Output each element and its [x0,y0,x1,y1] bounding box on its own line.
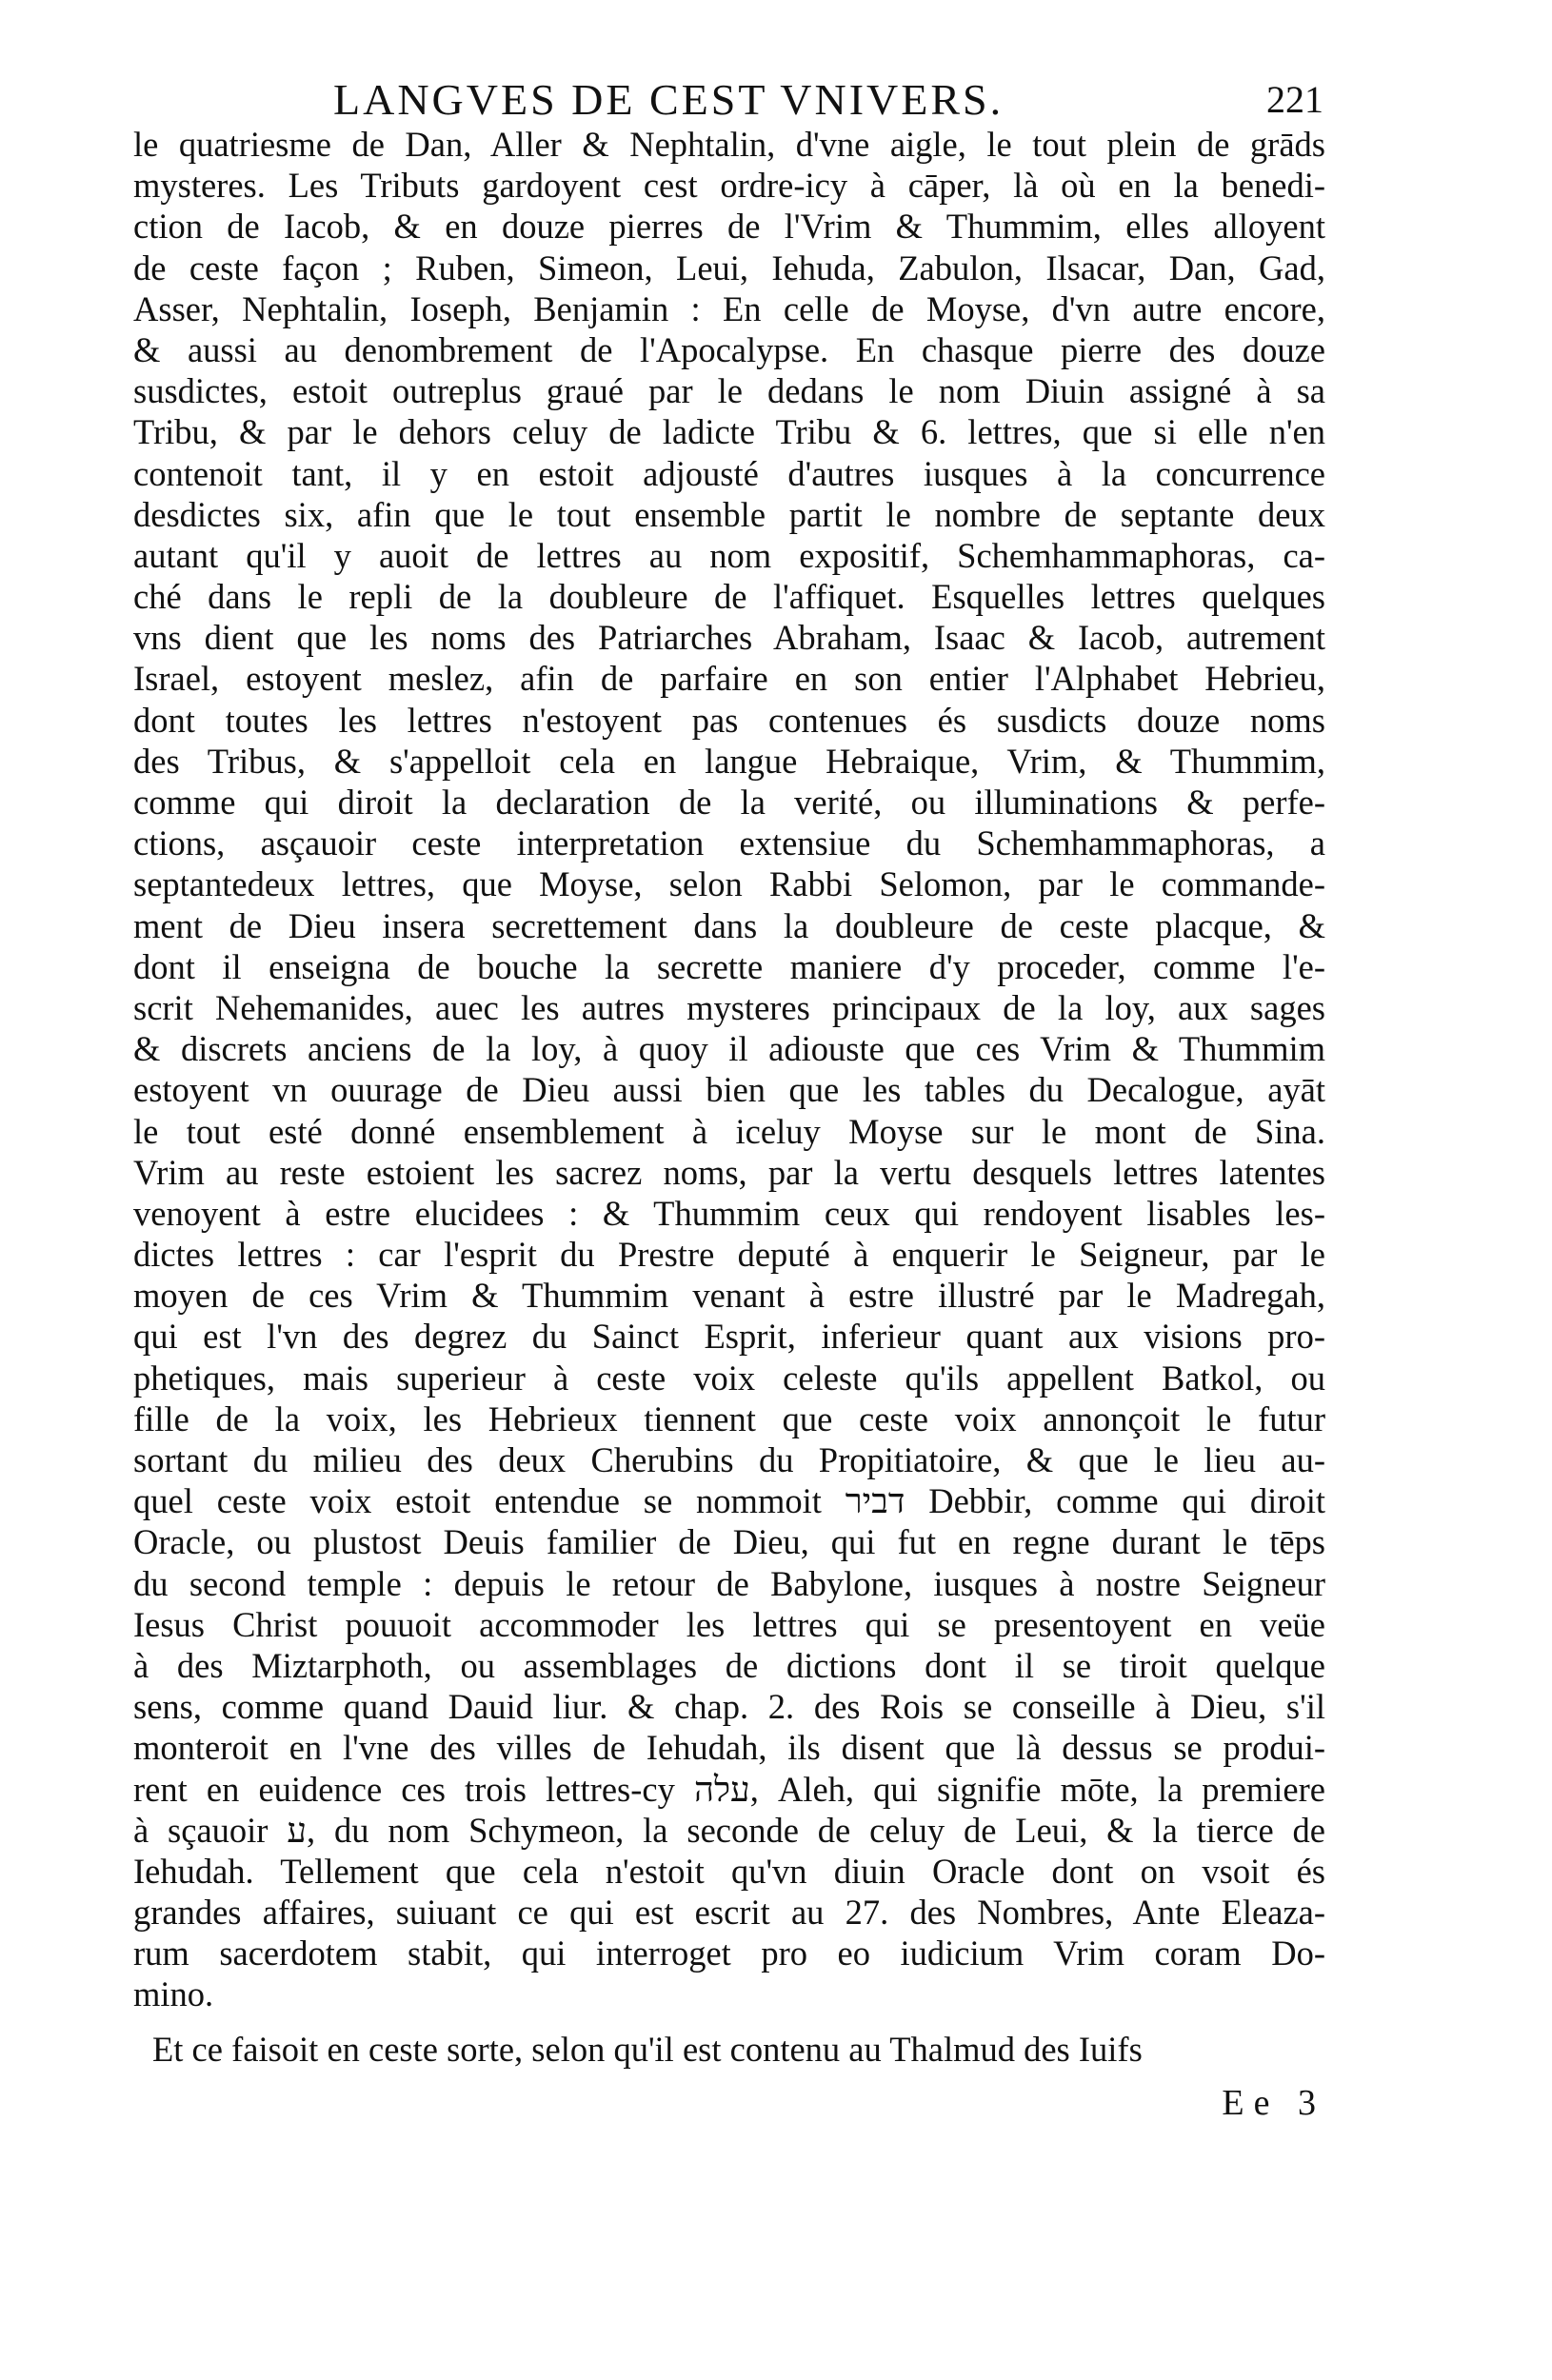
text-line: autant qu'il y auoit de lettres au nom expositif, Schemhammaphoras, ca- [133,535,1325,575]
text-line: dictes lettres : car l'esprit du Prestre deputé à enquerir le Seigneur, par le [133,1235,1325,1275]
text-line: du second temple : depuis le retour de Babylone, iusques à nostre Seigneur [133,1563,1325,1603]
text-line: dont toutes les lettres n'estoyent pas contenues és susdicts douze noms [133,700,1325,740]
text-line: grandes affaires, suiuant ce qui est escrit au 27. des Nombres, Ante Eleaza- [133,1893,1325,1933]
text-line: quel ceste voix estoit entendue se nommoit דביר Debbir, comme qui diroit [133,1481,1325,1521]
text-line: venoyent à estre elucidees : & Thummim ceux qui rendoyent lisables les- [133,1193,1325,1233]
text-line: dont il enseigna de bouche la secrette maniere d'y proceder, comme l'e- [133,946,1325,986]
text-line: moyen de ces Vrim & Thummim venant à estre illustré par le Madregah, [133,1276,1325,1316]
text-line: Israel, estoyent meslez, afin de parfaire en son entier l'Alphabet Hebrieu, [133,659,1325,699]
text-line: le quatriesme de Dan, Aller & Nephtalin, d'vne aigle, le tout plein de grāds [133,125,1325,164]
text-line: scrit Nehemanides, auec les autres mysteres principaux de la loy, aux sages [133,987,1325,1027]
text-line: septantedeux lettres, que Moyse, selon Rabbi Selomon, par le commande- [133,864,1325,904]
text-line: monteroit en l'vne des villes de Iehudah, ils disent que là dessus se produi- [133,1728,1325,1768]
text-line: Vrim au reste estoient les sacrez noms, par la vertu desquels lettres latentes [133,1152,1325,1192]
text-line: ctions, asçauoir ceste interpretation extensiue du Schemhammaphoras, a [133,823,1325,863]
text-line: ment de Dieu insera secrettement dans la doubleure de ceste placque, & [133,905,1325,945]
text-line: comme qui diroit la declaration de la verité, ou illuminations & perfe- [133,783,1325,822]
text-line: mino. [133,1974,214,2014]
text-line: & discrets anciens de la loy, à quoy il adiouste que ces Vrim & Thummim [133,1029,1325,1069]
text-line: estoyent vn ouurage de Dieu aussi bien que les tables du Decalogue, ayāt [133,1070,1325,1110]
text-line: à des Miztarphoth, ou assemblages de dictions dont il se tiroit quelque [133,1645,1325,1685]
text-line: des Tribus, & s'appelloit cela en langue Hebraique, Vrim, & Thummim, [133,741,1325,781]
text-line: ction de Iacob, & en douze pierres de l'Vrim & Thummim, elles alloyent [133,207,1325,247]
running-title: LANGVES DE CEST VNIVERS. [333,75,1005,124]
text-line: Oracle, ou plustost Deuis familier de Dieu, qui fut en regne durant le tēps [133,1522,1325,1562]
text-line: sortant du milieu des deux Cherubins du Propitiatoire, & que le lieu au- [133,1440,1325,1479]
text-line: susdictes, estoit outreplus graué par le dedans le nom Diuin assigné à sa [133,371,1325,411]
text-line: le tout esté donné ensemblement à iceluy Moyse sur le mont de Sina. [133,1111,1325,1151]
text-line: contenoit tant, il y en estoit adjousté d'autres iusques à la concurrence [133,453,1325,493]
text-line: à sçauoir ע, du nom Schymeon, la seconde de celuy de Leui, & la tierce de [133,1810,1325,1850]
text-line: ché dans le repli de la doubleure de l'affiquet. Esquelles lettres quelques [133,577,1325,617]
page-number: 221 [1266,78,1323,121]
text-line: fille de la voix, les Hebrieux tiennent que ceste voix annonçoit le futur [133,1398,1325,1438]
text-line: rent en euidence ces trois lettres-cy עלה, Aleh, qui signifie mōte, la premiere [133,1769,1325,1809]
closing-line: Et ce faisoit en ceste sorte, selon qu'il est contenu au Thalmud des Iuifs [152,2030,1143,2069]
text-line: de ceste façon ; Ruben, Simeon, Leui, Iehuda, Zabulon, Ilsacar, Dan, Gad, [133,248,1325,288]
text-line: desdictes six, afin que le tout ensemble partit le nombre de septante deux [133,494,1325,534]
text-line: rum sacerdotem stabit, qui interroget pro eo iudicium Vrim coram Do- [133,1934,1325,1973]
body-text [133,124,1325,2015]
text-line: phetiques, mais superieur à ceste voix celeste qu'ils appellent Batkol, ou [133,1358,1325,1398]
text-line: vns dient que les noms des Patriarches Abraham, Isaac & Iacob, autrement [133,618,1325,658]
text-line: qui est l'vn des degrez du Sainct Esprit, inferieur quant aux visions pro- [133,1317,1325,1357]
catchwords: Ee 3 [1222,2083,1325,2123]
text-line: Tribu, & par le dehors celuy de ladicte Tribu & 6. lettres, que si elle n'en [133,412,1325,452]
text-line: Iesus Christ pouuoit accommoder les lettres qui se presentoyent en veüe [133,1604,1325,1644]
text-line: sens, comme quand Dauid liur. & chap. 2. des Rois se conseille à Dieu, s'il [133,1687,1325,1727]
text-line: Asser, Nephtalin, Ioseph, Benjamin : En celle de Moyse, d'vn autre encore, [133,288,1325,328]
text-line: mysteres. Les Tributs gardoyent cest ordre-icy à cāper, là où en la benedi- [133,166,1325,206]
page-footer [133,2023,1325,2123]
text-line: & aussi au denombrement de l'Apocalypse. En chasque pierre des douze [133,329,1325,369]
text-line: Iehudah. Tellement que cela n'estoit qu'vn diuin Oracle dont on vsoit és [133,1851,1325,1891]
